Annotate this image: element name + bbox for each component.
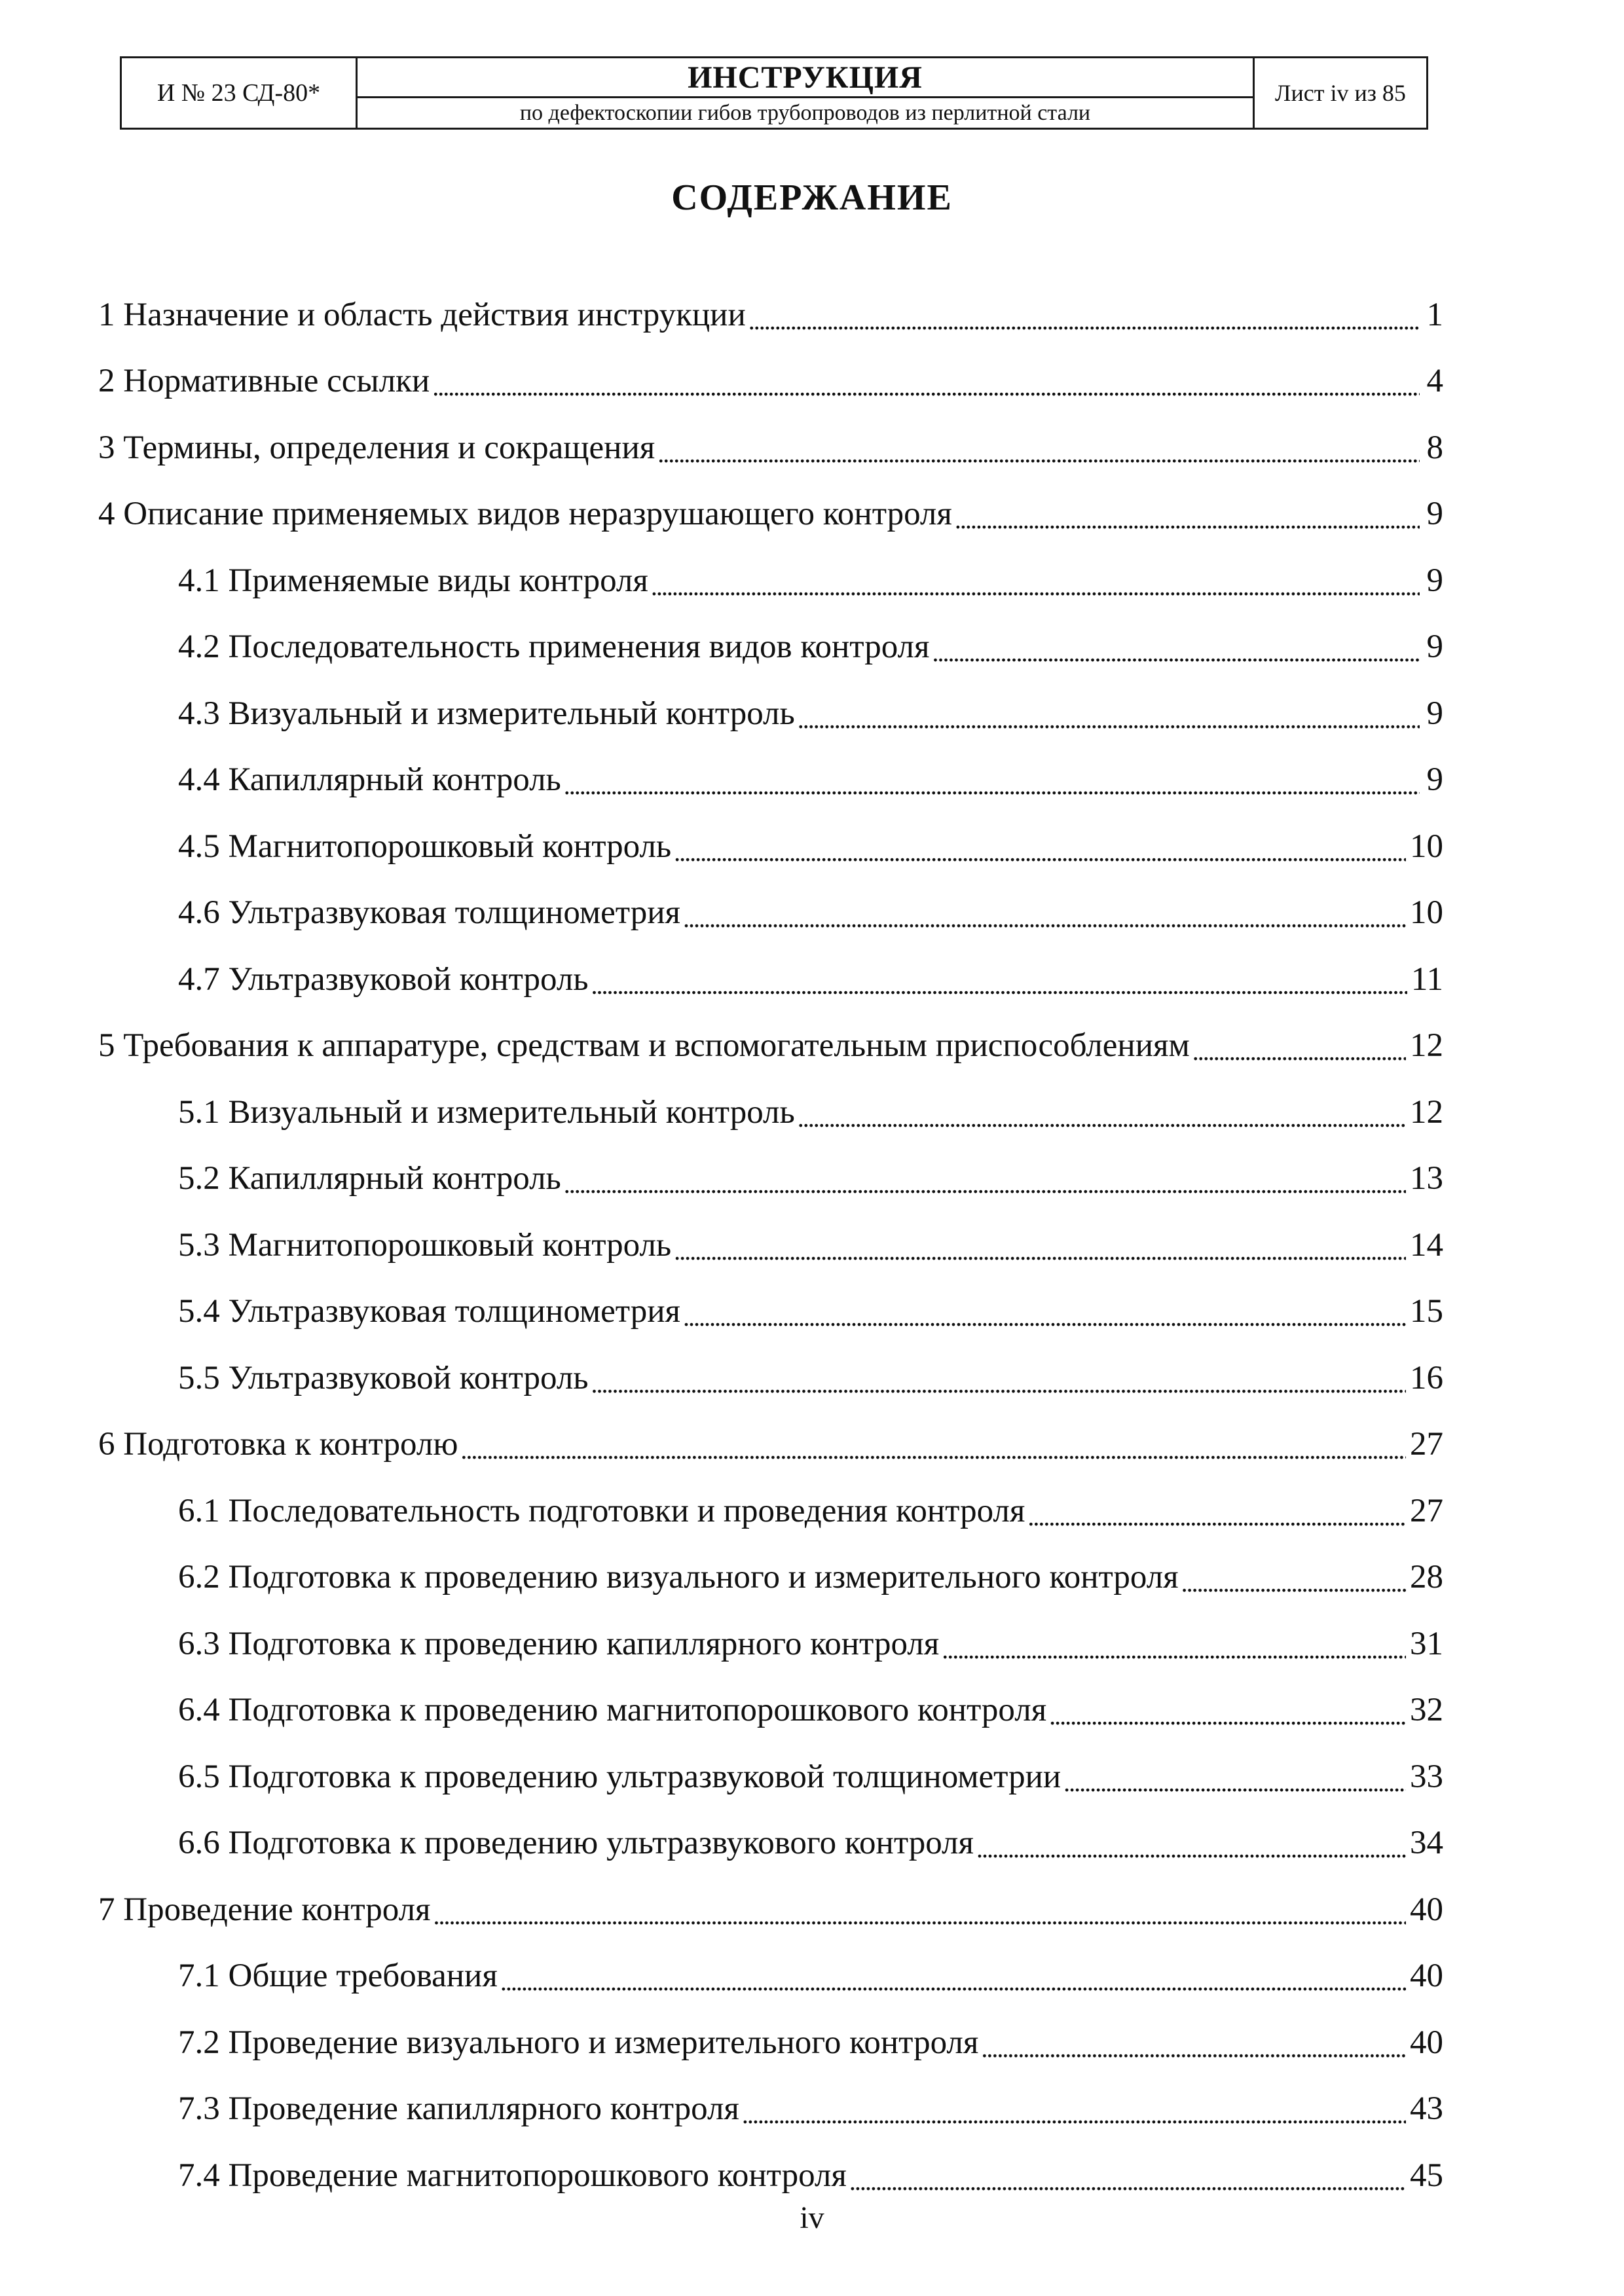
toc-entry-page: 40	[1410, 1891, 1443, 1928]
toc-entry-title: 2 Нормативные ссылки	[98, 362, 432, 400]
toc-entry-title: 4.3 Визуальный и измерительный контроль	[178, 695, 798, 733]
toc-entry-page: 34	[1410, 1825, 1443, 1862]
page-number: iv	[800, 2200, 824, 2235]
toc-entry[interactable]	[98, 1478, 1443, 1544]
toc-entry-page: 10	[1410, 828, 1443, 865]
toc-entry-title: 5.1 Визуальный и измерительный контроль	[178, 1093, 798, 1131]
toc-entry-page: 9	[1426, 761, 1443, 799]
toc-entry[interactable]	[98, 2076, 1443, 2143]
toc-entry-page: 31	[1410, 1625, 1443, 1662]
toc-entry[interactable]	[98, 1677, 1443, 1744]
toc-entry-page: 27	[1410, 1492, 1443, 1529]
toc-entry[interactable]	[98, 1013, 1443, 1080]
toc-entry-page: 16	[1410, 1359, 1443, 1396]
toc-entry-page: 32	[1410, 1692, 1443, 1729]
toc-leader-dots	[432, 374, 1420, 400]
toc-leader-dots	[651, 574, 1420, 600]
toc-leader-dots	[460, 1437, 1406, 1463]
toc-leader-dots	[564, 773, 1420, 799]
toc-leader-dots	[657, 441, 1420, 467]
toc-leader-dots	[674, 1238, 1406, 1264]
toc-leader-dots	[798, 1105, 1406, 1131]
toc-entry-title: 5.4 Ультразвуковая толщинометрия	[178, 1292, 683, 1330]
toc-leader-dots	[742, 2102, 1406, 2128]
toc-entry[interactable]	[98, 614, 1443, 681]
toc-leader-dots	[500, 1969, 1406, 1995]
toc-entry-title: 6.4 Подготовка к проведению магнитопорошкового контроля	[178, 1691, 1049, 1729]
toc-entry-title: 6 Подготовка к контролю	[98, 1425, 460, 1463]
toc-entry-page: 14	[1410, 1226, 1443, 1264]
toc-entry-title: 4.1 Применяемые виды контроля	[178, 562, 651, 600]
toc-entry[interactable]	[98, 1212, 1443, 1279]
table-of-contents	[98, 282, 1443, 2209]
toc-entry[interactable]	[98, 880, 1443, 947]
toc-entry[interactable]	[98, 1943, 1443, 2010]
toc-entry-page: 27	[1410, 1426, 1443, 1463]
toc-entry-page: 40	[1410, 2024, 1443, 2061]
toc-entry-page: 12	[1410, 1093, 1443, 1131]
toc-leader-dots	[932, 640, 1420, 666]
toc-leader-dots	[591, 972, 1407, 998]
toc-entry-page: 13	[1410, 1160, 1443, 1197]
document-type: ИНСТРУКЦИЯ	[358, 58, 1253, 98]
toc-entry-title: 4.7 Ультразвуковой контроль	[178, 960, 591, 998]
toc-entry-page: 12	[1410, 1027, 1443, 1065]
toc-entry-page: 45	[1410, 2157, 1443, 2194]
toc-leader-dots	[955, 507, 1420, 533]
toc-entry-title: 5 Требования к аппаратуре, средствам и вспомогательным приспособлениям	[98, 1027, 1192, 1065]
toc-entry[interactable]	[98, 2142, 1443, 2209]
toc-leader-dots	[981, 2035, 1406, 2062]
toc-entry-title: 4.4 Капиллярный контроль	[178, 761, 564, 799]
toc-entry[interactable]	[98, 414, 1443, 481]
toc-entry-title: 4.6 Ультразвуковая толщинометрия	[178, 894, 683, 932]
toc-entry[interactable]	[98, 1412, 1443, 1478]
toc-entry[interactable]	[98, 1279, 1443, 1345]
toc-leader-dots	[976, 1836, 1406, 1862]
toc-entry[interactable]	[98, 481, 1443, 548]
toc-entry-page: 28	[1410, 1559, 1443, 1596]
toc-leader-dots	[683, 1304, 1406, 1330]
toc-leader-dots	[1027, 1504, 1406, 1530]
toc-entry[interactable]	[98, 1345, 1443, 1412]
toc-entry-title: 6.2 Подготовка к проведению визуального и измерительного контроля	[178, 1558, 1181, 1596]
toc-entry[interactable]	[98, 348, 1443, 415]
toc-leader-dots	[1049, 1703, 1406, 1729]
toc-entry-title: 1 Назначение и область действия инструкции	[98, 296, 748, 334]
toc-entry-page: 9	[1426, 695, 1443, 732]
toc-entry-title: 6.5 Подготовка к проведению ультразвуковой толщинометрии	[178, 1758, 1063, 1796]
toc-entry-page: 10	[1410, 894, 1443, 932]
toc-leader-dots	[798, 706, 1420, 733]
toc-entry-page: 9	[1426, 496, 1443, 533]
toc-entry[interactable]	[98, 1743, 1443, 1810]
toc-entry-title: 6.6 Подготовка к проведению ультразвукового контроля	[178, 1824, 976, 1862]
toc-entry-title: 7 Проведение контроля	[98, 1891, 434, 1929]
toc-entry-page: 1	[1426, 296, 1443, 333]
toc-entry-title: 7.2 Проведение визуального и измерительного контроля	[178, 2024, 981, 2062]
toc-leader-dots	[564, 1171, 1406, 1197]
toc-entry-title: 7.1 Общие требования	[178, 1957, 500, 1995]
toc-entry-title: 4.2 Последовательность применения видов контроля	[178, 628, 932, 666]
toc-entry-title: 4.5 Магнитопорошковый контроль	[178, 828, 674, 866]
toc-leader-dots	[942, 1637, 1406, 1663]
toc-entry-page: 33	[1410, 1758, 1443, 1795]
page-title: СОДЕРЖАНИЕ	[671, 177, 953, 218]
toc-entry-page: 11	[1411, 960, 1443, 998]
toc-entry-page: 8	[1426, 429, 1443, 466]
document-code: И № 23 СД-80*	[122, 58, 358, 128]
toc-entry[interactable]	[98, 1544, 1443, 1611]
toc-entry[interactable]	[98, 1611, 1443, 1677]
toc-entry-title: 3 Термины, определения и сокращения	[98, 429, 657, 467]
toc-entry-page: 43	[1410, 2090, 1443, 2128]
document-subject: по дефектоскопии гибов трубопроводов из перлитной стали	[519, 100, 1091, 125]
toc-entry-page: 9	[1426, 562, 1443, 599]
toc-entry[interactable]	[98, 282, 1443, 348]
toc-entry-page: 4	[1426, 363, 1443, 400]
toc-leader-dots	[1181, 1570, 1406, 1596]
toc-entry-page: 9	[1426, 629, 1443, 666]
document-title-cell	[358, 58, 1255, 128]
toc-leader-dots	[434, 1903, 1406, 1929]
toc-entry-title: 6.3 Подготовка к проведению капиллярного контроля	[178, 1625, 942, 1663]
toc-entry[interactable]	[98, 1810, 1443, 1877]
toc-leader-dots	[591, 1371, 1406, 1397]
toc-entry[interactable]	[98, 813, 1443, 880]
toc-leader-dots	[674, 839, 1406, 866]
toc-entry-title: 5.3 Магнитопорошковый контроль	[178, 1226, 674, 1264]
toc-entry[interactable]	[98, 2009, 1443, 2076]
toc-leader-dots	[1192, 1038, 1406, 1065]
toc-entry-title: 7.3 Проведение капиллярного контроля	[178, 2090, 742, 2128]
toc-leader-dots	[1063, 1770, 1406, 1796]
toc-entry-title: 5.5 Ультразвуковой контроль	[178, 1359, 591, 1397]
toc-leader-dots	[849, 2168, 1406, 2195]
toc-entry[interactable]	[98, 680, 1443, 747]
toc-entry[interactable]	[98, 547, 1443, 614]
document-header-table	[120, 56, 1428, 130]
toc-entry[interactable]	[98, 1876, 1443, 1943]
toc-entry[interactable]	[98, 1079, 1443, 1146]
toc-entry[interactable]	[98, 747, 1443, 814]
toc-entry-title: 7.4 Проведение магнитопорошкового контроля	[178, 2157, 849, 2195]
toc-entry-title: 6.1 Последовательность подготовки и проведения контроля	[178, 1492, 1027, 1530]
toc-entry-page: 15	[1410, 1293, 1443, 1330]
toc-leader-dots	[748, 308, 1420, 334]
toc-leader-dots	[683, 905, 1406, 932]
sheet-number: Лист iv из 85	[1275, 80, 1406, 106]
toc-entry-title: 4 Описание применяемых видов неразрушающего контроля	[98, 495, 955, 533]
toc-entry[interactable]	[98, 1146, 1443, 1212]
toc-entry-title: 5.2 Капиллярный контроль	[178, 1159, 564, 1197]
toc-entry[interactable]	[98, 946, 1443, 1013]
toc-entry-page: 40	[1410, 1958, 1443, 1995]
